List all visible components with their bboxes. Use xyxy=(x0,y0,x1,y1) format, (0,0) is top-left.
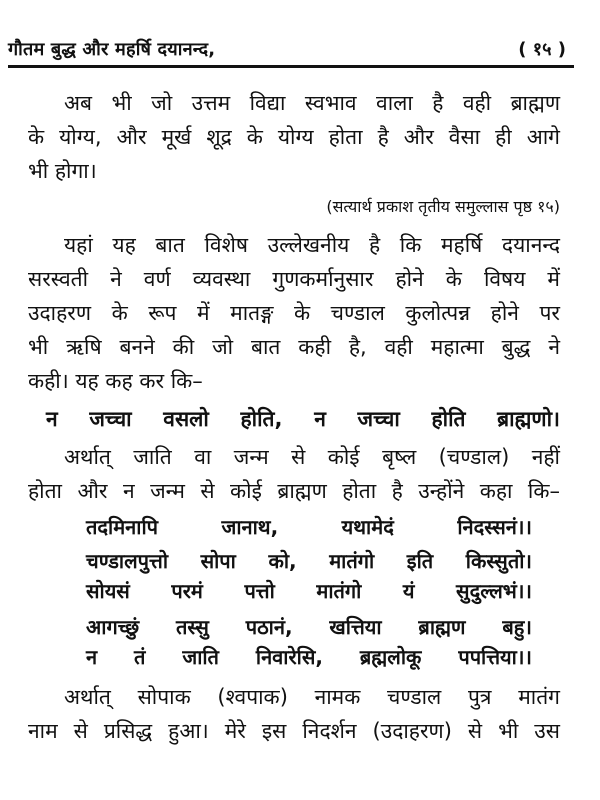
paragraph-2-line-2: सरस्वती ने वर्ण व्यवस्था गुणकर्मानुसार होने के विषय में xyxy=(28,267,560,291)
paragraph-2-line-5: कही। यह कह कर कि– xyxy=(28,369,203,393)
page-number: ( १५ ) xyxy=(518,39,566,60)
pali-quote: न जच्चा वसलो होति, न जच्चा होति ब्राह्मणो। xyxy=(46,407,560,431)
paragraph-2-line-4: भी ऋषि बनने की जो बात कही है, वही महात्मा बुद्ध ने xyxy=(28,335,560,359)
paragraph-1-line-1: अब भी जो उत्तम विद्या स्वभाव वाला है वही ब्राह्मण xyxy=(64,91,560,115)
paragraph-3-line-2: होता और न जन्म से कोई ब्राह्मण होता है उन्होंने कहा कि– xyxy=(28,479,560,503)
paragraph-2-line-3: उदाहरण के रूप में मातङ्ग के चण्डाल कुलोत्पन्न होने पर xyxy=(28,301,560,325)
running-title: गौतम बुद्ध और महर्षि दयानन्द, xyxy=(8,39,216,60)
paragraph-4-line-2: नाम से प्रसिद्ध हुआ। मेरे इस निदर्शन (उदाहरण) से भी उस xyxy=(28,719,560,743)
verse-line-5: न तं जाति निवारेसि, ब्रह्मलोकू पपत्तिया।। xyxy=(86,645,532,669)
page-header xyxy=(8,38,574,68)
verse-line-2: चण्डालपुत्तो सोपा को, मातंगो इति किस्सुतो। xyxy=(86,549,532,573)
citation: (सत्यार्थ प्रकाश तृतीय समुल्लास पृष्ठ १५) xyxy=(326,197,560,216)
verse-line-1: तदमिनापि जानाथ, यथामेदं निदस्सनं।। xyxy=(86,515,532,539)
paragraph-1-line-3: भी होगा। xyxy=(28,159,97,183)
verse-line-4: आगच्छुं तस्सु पठानं, खत्तिया ब्राह्मण बहु। xyxy=(86,615,532,639)
verse-line-3: सोयसं परमं पत्तो मातंगो यं सुदुल्लभं।। xyxy=(86,579,532,603)
paragraph-3-line-1: अर्थात् जाति वा जन्म से कोई बृष्ल (चण्डाल) नहीं xyxy=(64,445,560,469)
paragraph-1-line-2: के योग्य, और मूर्ख शूद्र के योग्य होता है और वैसा ही आगे xyxy=(28,125,560,149)
paragraph-4-line-1: अर्थात् सोपाक (श्वपाक) नामक चण्डाल पुत्र मातंग xyxy=(64,685,560,709)
paragraph-2-line-1: यहां यह बात विशेष उल्लेखनीय है कि महर्षि दयानन्द xyxy=(64,233,560,257)
